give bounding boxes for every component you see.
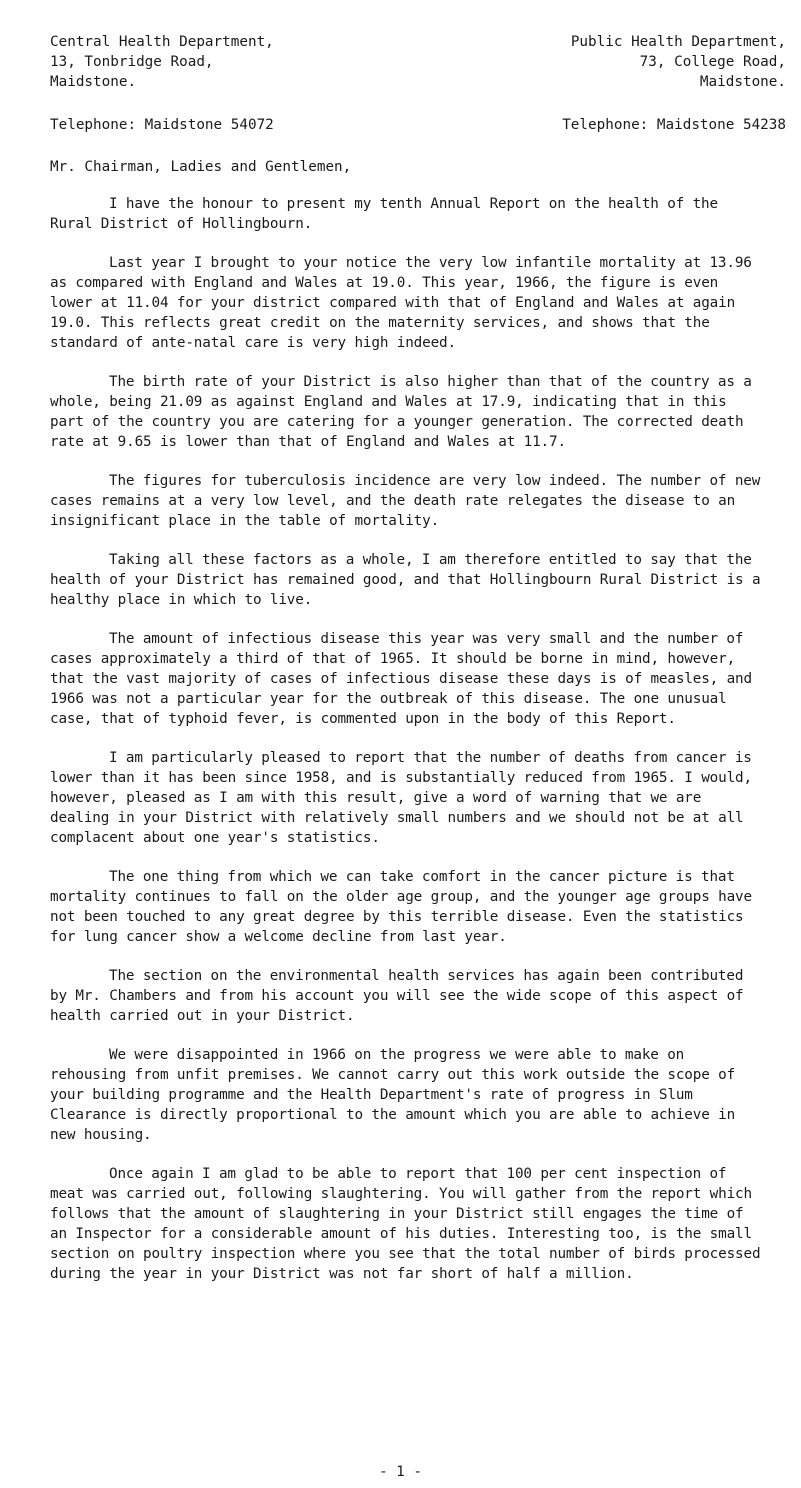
paragraph-rehousing: We were disappointed in 1966 on the progress we were able to make on rehousing from unfit premises. We cannot carry out this work outside the scope of your building programme and the Health Department's rate of progress in Slum Clearance is directly proportional to the amount which you are able to achieve in new housing. <box>50 1047 736 1143</box>
address-line: Public Health Department, <box>570 34 786 50</box>
paragraph-infantile-mortality: Last year I brought to your notice the very low infantile mortality at 13.96 as compared with England and Wales at 19.0. This year, 1966, the figure is even lower at 11.04 for your district compared with that of England and Wales at again 19.0. This reflects great credit on the maternity services, and shows that the standard of ante-natal care is very high indeed. <box>50 255 752 351</box>
address-line: 73, College Road, <box>639 54 786 70</box>
paragraph-tuberculosis: The figures for tuberculosis incidence are very low indeed. The number of new cases remains at a very low level, and the death rate relegates the disease to an insignificant place in the table of mortality. <box>50 473 761 529</box>
paragraph-summary: Taking all these factors as a whole, I am therefore entitled to say that the health of your District has remained good, and that Hollingbourn Rural District is a healthy place in which to live. <box>50 552 761 608</box>
telephone-number: Telephone: Maidstone 54072 <box>50 117 274 133</box>
paragraph-infectious-disease: The amount of infectious disease this year was very small and the number of cases approximately a third of that of 1965. It should be borne in mind, however, that the vast majority of cases of infectious disease these days is of measles, and 1966 was not a particular year for the outbreak of this disease. The one unusual case, that of typhoid fever, is commented upon in the body of this Report. <box>50 631 752 727</box>
paragraph-environmental-health: The section on the environmental health services has again been contributed by Mr. Chambers and from his account you will see the wide scope of this aspect of health carried out in your District. <box>50 968 744 1024</box>
paragraph-cancer-picture: The one thing from which we can take comfort in the cancer picture is that mortality continues to fall on the older age group, and the younger age groups have not been touched to any great degree by this terrible disease. Even the statistics for lung cancer show a welcome decline from last year. <box>50 869 752 945</box>
address-line: 13, Tonbridge Road, <box>50 54 214 70</box>
central-health-department-address <box>50 32 380 135</box>
salutation: Mr. Chairman, Ladies and Gentlemen, <box>50 159 352 175</box>
address-line: Central Health Department, <box>50 34 274 50</box>
address-line: Maidstone. <box>50 74 137 90</box>
paragraph-introduction: I have the honour to present my tenth Annual Report on the health of the Rural District of Hollingbourn. <box>50 196 718 232</box>
public-health-department-address <box>456 32 786 135</box>
paragraph-meat-inspection: Once again I am glad to be able to report that 100 per cent inspection of meat was carried out, following slaughtering. You will gather from the report which follows that the amount of slaughtering in your District still engages the time of an Inspector for a considerable amount of his duties. Interesting too, is the small section on poultry inspection where you see that the total number of birds processed during the year in your District was not far short of half a million. <box>50 1166 761 1282</box>
address-line: Maidstone. <box>699 74 786 90</box>
report-body <box>50 157 762 1303</box>
telephone-number: Telephone: Maidstone 54238 <box>562 117 786 133</box>
page-number: - 1 - <box>378 1464 423 1480</box>
paragraph-cancer-deaths: I am particularly pleased to report that the number of deaths from cancer is lower than it has been since 1958, and is substantially reduced from 1965. I would, however, pleased as I am with this result, give a word of warning that we are dealing in your District with relatively small numbers and we should not be at all complacent about one year's statistics. <box>50 750 752 846</box>
paragraph-birth-rate: The birth rate of your District is also higher than that of the country as a whole, being 21.09 as against England and Wales at 17.9, indicating that in this part of the country you are catering for a younger generation. The corrected death rate at 9.65 is lower than that of England and Wales at 11.7. <box>50 374 752 450</box>
